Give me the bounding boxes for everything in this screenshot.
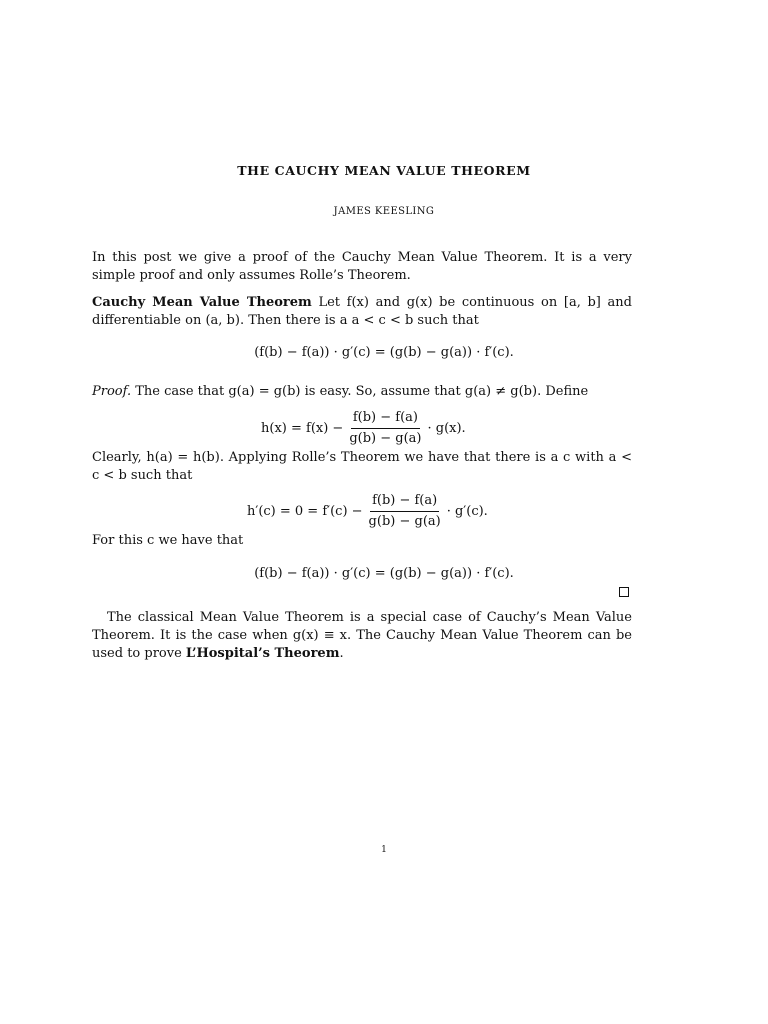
eq1-lhs: h(x) = f(x) −	[261, 421, 344, 436]
theorem-label: Cauchy Mean Value Theorem	[92, 295, 312, 310]
paper-title: THE CAUCHY MEAN VALUE THEOREM	[237, 163, 531, 178]
proof-label: Proof.	[92, 384, 132, 399]
page-number: 1	[381, 845, 387, 855]
eq1-denominator: g(b) − g(a)	[349, 431, 422, 446]
proof-equation-2	[247, 493, 488, 530]
proof-equation-1	[261, 410, 466, 447]
eq1-rhs: · g(x).	[427, 421, 466, 436]
qed-box-icon	[619, 587, 629, 597]
proof-equation-3: (f(b) − f(a)) · g′(c) = (g(b) − g(a)) · f′(c).	[254, 566, 514, 581]
clearly-paragraph: Clearly, h(a) = h(b). Applying Rolle’s Theorem we have that there is a c with a < c < b such that	[92, 450, 632, 483]
eq1-fraction	[347, 410, 423, 447]
proof-text: The case that g(a) = g(b) is easy. So, assume that g(a) ≠ g(b). Define	[131, 384, 589, 399]
eq2-denominator: g(b) − g(a)	[368, 514, 441, 529]
eq2-numerator: f(b) − f(a)	[370, 493, 439, 512]
eq2-rhs: · g′(c).	[446, 504, 488, 519]
proof-paragraph	[92, 383, 632, 401]
eq1-numerator: f(b) − f(a)	[351, 410, 420, 429]
eq2-lhs: h′(c) = 0 = f′(c) −	[247, 504, 363, 519]
for-this-paragraph: For this c we have that	[92, 533, 244, 548]
theorem-equation: (f(b) − f(a)) · g′(c) = (g(b) − g(a)) · f′(c).	[254, 345, 514, 360]
closing-text: The classical Mean Value Theorem is a special case of Cauchy’s Mean Value Theorem. It is the case when g(x) ≡ x. The Cauchy Mean Value Theorem can be used to prove	[92, 610, 632, 661]
lhospital-theorem-label: L’Hospital’s Theorem	[185, 646, 340, 661]
eq2-fraction	[367, 493, 443, 530]
theorem-paragraph	[92, 294, 632, 330]
closing-end: .	[339, 646, 344, 661]
theorem-text: Let f(x) and g(x) be continuous on [a, b] and differentiable on (a, b). Then there is a a < c < b such that	[92, 295, 632, 328]
intro-paragraph: In this post we give a proof of the Cauchy Mean Value Theorem. It is a very simple proof and only assumes Rolle’s Theorem.	[92, 250, 632, 283]
author-name: JAMES KEESLING	[333, 206, 435, 217]
closing-paragraph	[92, 609, 632, 663]
